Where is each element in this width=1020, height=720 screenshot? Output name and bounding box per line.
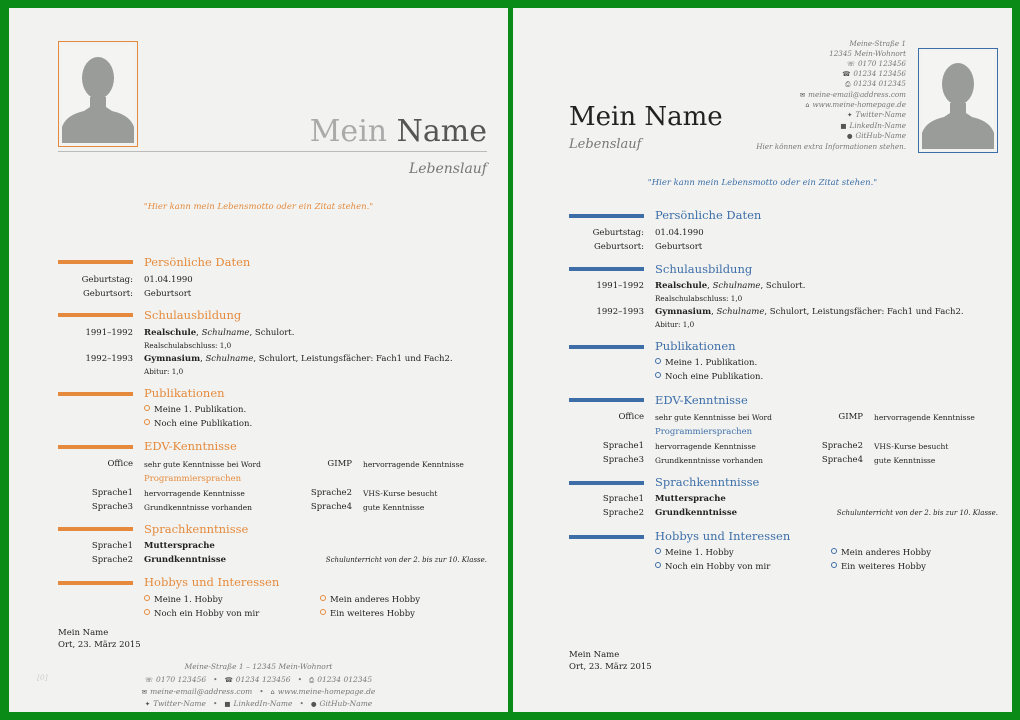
name-heading: Mein Name — [569, 102, 723, 132]
github-icon: ● — [310, 700, 317, 708]
signature-name: Mein Name — [569, 650, 620, 660]
school-2-note: Abitur: 1,0 — [655, 320, 695, 329]
list-item-text: Noch ein Hobby von mir — [665, 562, 771, 572]
list-item-text: Meine 1. Publikation. — [665, 358, 758, 368]
contact-city: 12345 Mein-Wohnort — [829, 49, 906, 58]
birthplace-label: Geburtsort: — [82, 289, 133, 299]
skill-label: Sprache4 — [310, 502, 352, 512]
skill-label: GIMP — [327, 459, 352, 469]
skill-label: Sprache4 — [821, 455, 863, 465]
contact-mobile — [847, 59, 906, 68]
skill-label: Sprache1 — [91, 488, 133, 498]
section-bar — [58, 581, 133, 585]
subsection-title-programming: Programmiersprachen — [144, 474, 242, 484]
footer-address: Meine-Straße 1 – 12345 Mein-Wohnort — [184, 662, 333, 671]
signature-place-date: Ort, 23. März 2015 — [58, 640, 141, 650]
github-icon: ● — [846, 132, 853, 140]
homepage-icon: ⌂ — [805, 101, 810, 109]
contact-homepage — [805, 100, 906, 109]
skill-label: Sprache3 — [602, 455, 644, 465]
list-item-text: Ein weiteres Hobby — [841, 562, 926, 572]
skill-label: Sprache2 — [310, 488, 352, 498]
contact-street: Meine-Straße 1 — [849, 39, 906, 48]
section-bar — [569, 535, 644, 539]
subtitle: Lebenslauf — [569, 137, 642, 152]
language-level: Muttersprache — [655, 494, 726, 504]
section-bar — [569, 398, 644, 402]
skill-value: VHS-Kurse besucht — [363, 489, 438, 498]
school-rest: , Schulort. — [760, 281, 806, 291]
subtitle: Lebenslauf — [408, 161, 487, 177]
section-title-hobbies: Hobbys und Interessen — [655, 529, 791, 543]
language-label: Sprache2 — [91, 555, 133, 565]
list-item — [320, 595, 420, 605]
school-name: Schulname — [712, 281, 761, 291]
person-silhouette-icon — [922, 52, 994, 149]
section-title-edv: EDV-Kenntnisse — [144, 439, 237, 453]
list-item — [320, 609, 415, 619]
birthday-label: Geburtstag: — [81, 275, 133, 285]
bullet-icon — [144, 405, 150, 411]
homepage: www.meine-homepage.de — [812, 100, 906, 109]
skill-value: hervorragende Kenntnisse — [874, 413, 975, 422]
list-item-text: Noch eine Publikation. — [665, 372, 764, 382]
header-rule — [58, 151, 487, 152]
fax-icon: ⎙ — [845, 80, 851, 88]
email: meine-email@address.com — [808, 90, 906, 99]
language-note: Schulunterricht von der 2. bis zur 10. Klasse. — [836, 509, 998, 517]
list-item — [144, 405, 246, 415]
birthday-value: 01.04.1990 — [144, 275, 193, 285]
bullet-icon — [831, 562, 837, 568]
school-2-text: Gymnasium, Schulname, Schulort, Leistungsfächer: Fach1 und Fach2. — [144, 354, 453, 364]
homepage: www.meine-homepage.de — [277, 687, 376, 696]
section-title-personal: Persönliche Daten — [144, 255, 251, 269]
skill-label: GIMP — [838, 412, 863, 422]
email-icon: ✉ — [799, 91, 806, 99]
bullet-icon — [655, 372, 661, 378]
language-level: Grundkenntnisse — [655, 508, 738, 518]
section-bar — [569, 267, 644, 271]
language-level: Grundkenntnisse — [144, 555, 227, 565]
list-item-text: Mein anderes Hobby — [841, 548, 932, 558]
linkedin-icon: ■ — [224, 700, 231, 708]
section-title-publications: Publikationen — [655, 339, 736, 353]
section-bar — [58, 260, 133, 264]
skill-value: Grundkenntnisse vorhanden — [144, 503, 252, 512]
contact-fax — [845, 79, 906, 89]
section-bar — [569, 345, 644, 349]
section-title-personal: Persönliche Daten — [655, 208, 762, 222]
section-bar — [58, 313, 133, 317]
email-icon: ✉ — [141, 688, 148, 696]
school-2-note: Abitur: 1,0 — [144, 367, 184, 376]
fax: 01234 012345 — [853, 79, 906, 88]
section-title-publications: Publikationen — [144, 386, 225, 400]
skill-label: Office — [107, 459, 133, 469]
footer-phones: ☏ 0170 123456 • ☎ 01234 123456 • ⎙ 01234 012345 — [144, 675, 373, 684]
language-label: Sprache1 — [602, 494, 644, 504]
section-title-languages: Sprachkenntnisse — [655, 475, 760, 489]
skill-value: Grundkenntnisse vorhanden — [655, 456, 763, 465]
section-title-languages: Sprachkenntnisse — [144, 522, 249, 536]
name-last: Name — [396, 114, 487, 149]
skill-value: sehr gute Kenntnisse bei Word — [655, 413, 772, 422]
subsection-title-programming: Programmiersprachen — [655, 427, 753, 437]
birthday-value: 01.04.1990 — [655, 228, 704, 238]
list-item — [655, 548, 734, 558]
list-item — [144, 609, 259, 619]
section-title-edv: EDV-Kenntnisse — [655, 393, 748, 407]
bullet-icon — [655, 548, 661, 554]
linkedin-icon: ■ — [840, 122, 847, 130]
list-item — [144, 419, 252, 429]
cv-page-blue — [513, 8, 1012, 712]
birthplace-label: Geburtsort: — [593, 242, 644, 252]
linkedin: LinkedIn-Name — [233, 699, 293, 708]
section-bar — [569, 481, 644, 485]
bullet-icon — [144, 419, 150, 425]
phone-icon: ☎ — [842, 70, 851, 78]
twitter-icon: ✦ — [144, 700, 151, 708]
bullet-icon — [144, 609, 150, 615]
language-note: Schulunterricht von der 2. bis zur 10. Klasse. — [325, 556, 487, 564]
list-item-text: Mein anderes Hobby — [330, 595, 421, 605]
mobile-phone: 0170 123456 — [857, 59, 906, 68]
section-title-school: Schulausbildung — [655, 262, 753, 276]
skill-label: Office — [618, 412, 644, 422]
list-item — [655, 562, 770, 572]
mobile-phone: 0170 123456 — [156, 675, 207, 684]
list-item-text: Ein weiteres Hobby — [330, 609, 415, 619]
school-name: Schulname — [201, 328, 250, 338]
phone: 01234 123456 — [853, 69, 906, 78]
contact-phone — [842, 69, 906, 78]
name-first: Mein — [309, 114, 388, 149]
signature-name: Mein Name — [58, 628, 109, 638]
language-label: Sprache2 — [602, 508, 644, 518]
school-1-years: 1991–1992 — [85, 328, 133, 338]
github: GitHub-Name — [855, 131, 906, 140]
section-title-school: Schulausbildung — [144, 308, 242, 322]
school-1-text: Realschule, Schulname, Schulort. — [655, 281, 806, 291]
bullet-icon — [655, 358, 661, 364]
school-1-note: Realschulabschluss: 1,0 — [144, 341, 232, 350]
school-name: Schulname — [716, 307, 765, 317]
section-title-hobbies: Hobbys und Interessen — [144, 575, 280, 589]
school-1-text: Realschule, Schulname, Schulort. — [144, 328, 295, 338]
person-silhouette-icon — [62, 45, 134, 143]
school-rest: , Schulort, Leistungsfächer: Fach1 und Fach2. — [253, 354, 453, 364]
school-1-note: Realschulabschluss: 1,0 — [655, 294, 743, 303]
school-name: Schulname — [205, 354, 254, 364]
list-item-text: Meine 1. Hobby — [154, 595, 223, 605]
homepage-icon: ⌂ — [270, 688, 275, 696]
skill-label: Sprache3 — [91, 502, 133, 512]
list-item-text: Noch ein Hobby von mir — [154, 609, 260, 619]
footer-social: ✦ Twitter-Name • ■ LinkedIn-Name • ● GitHub-Name — [144, 699, 373, 708]
list-item — [655, 372, 763, 382]
phone: 01234 123456 — [235, 675, 291, 684]
profile-photo — [58, 41, 138, 147]
list-item — [831, 562, 926, 572]
school-rest: , Schulort. — [249, 328, 295, 338]
name-heading — [310, 114, 487, 149]
bullet-icon — [320, 609, 326, 615]
school-rest: , Schulort, Leistungsfächer: Fach1 und Fach2. — [764, 307, 964, 317]
contact-github — [847, 131, 906, 140]
school-1-years: 1991–1992 — [596, 281, 644, 291]
school-type: Realschule — [655, 281, 708, 291]
section-bar — [58, 527, 133, 531]
school-type: Realschule — [144, 328, 197, 338]
bullet-icon — [320, 595, 326, 601]
motto-quote: "Hier kann mein Lebensmotto oder ein Zitat stehen." — [647, 178, 878, 188]
contact-email — [800, 90, 906, 99]
twitter-icon: ✦ — [847, 111, 853, 119]
twitter: Twitter-Name — [855, 110, 906, 119]
section-bar — [58, 392, 133, 396]
school-2-years: 1992–1993 — [85, 354, 133, 364]
school-2-years: 1992–1993 — [596, 307, 644, 317]
section-bar — [58, 445, 133, 449]
list-item — [144, 595, 223, 605]
profile-photo — [918, 48, 998, 153]
phone-icon: ☎ — [224, 676, 233, 684]
page-marker: [0] — [37, 673, 48, 682]
skill-label: Sprache1 — [602, 441, 644, 451]
skill-value: hervorragende Kenntnisse — [363, 460, 464, 469]
skill-value: sehr gute Kenntnisse bei Word — [144, 460, 261, 469]
cv-page-orange — [9, 8, 508, 712]
school-type: Gymnasium — [655, 307, 712, 317]
bullet-icon — [144, 595, 150, 601]
fax: 01234 012345 — [317, 675, 373, 684]
skill-value: hervorragende Kenntnisse — [144, 489, 245, 498]
mobile-phone-icon: ☏ — [846, 60, 855, 68]
list-item — [831, 548, 931, 558]
language-label: Sprache1 — [91, 541, 133, 551]
twitter: Twitter-Name — [153, 699, 206, 708]
skill-value: gute Kenntnisse — [874, 456, 936, 465]
birthplace-value: Geburtsort — [655, 242, 703, 252]
skill-value: VHS-Kurse besucht — [874, 442, 949, 451]
bullet-icon — [655, 562, 661, 568]
list-item-text: Meine 1. Publikation. — [154, 405, 247, 415]
fax-icon: ⎙ — [309, 676, 315, 684]
birthplace-value: Geburtsort — [144, 289, 192, 299]
list-item-text: Meine 1. Hobby — [665, 548, 734, 558]
language-level: Muttersprache — [144, 541, 215, 551]
bullet-icon — [831, 548, 837, 554]
birthday-label: Geburtstag: — [592, 228, 644, 238]
linkedin: LinkedIn-Name — [849, 121, 906, 130]
skill-label: Sprache2 — [821, 441, 863, 451]
contact-twitter — [847, 110, 906, 119]
contact-linkedin — [840, 121, 906, 130]
list-item — [655, 358, 757, 368]
motto-quote: "Hier kann mein Lebensmotto oder ein Zitat stehen." — [143, 202, 374, 212]
school-2-text: Gymnasium, Schulname, Schulort, Leistungsfächer: Fach1 und Fach2. — [655, 307, 964, 317]
section-bar — [569, 214, 644, 218]
email: meine-email@address.com — [150, 687, 253, 696]
footer-web: ✉ meine-email@address.com • ⌂ www.meine-homepage.de — [141, 687, 376, 696]
contact-extra: Hier können extra Informationen stehen. — [756, 142, 906, 151]
mobile-phone-icon: ☏ — [144, 676, 154, 684]
school-type: Gymnasium — [144, 354, 201, 364]
skill-value: hervorragende Kenntnisse — [655, 442, 756, 451]
github: GitHub-Name — [319, 699, 373, 708]
signature-place-date: Ort, 23. März 2015 — [569, 662, 652, 672]
skill-value: gute Kenntnisse — [363, 503, 425, 512]
list-item-text: Noch eine Publikation. — [154, 419, 253, 429]
